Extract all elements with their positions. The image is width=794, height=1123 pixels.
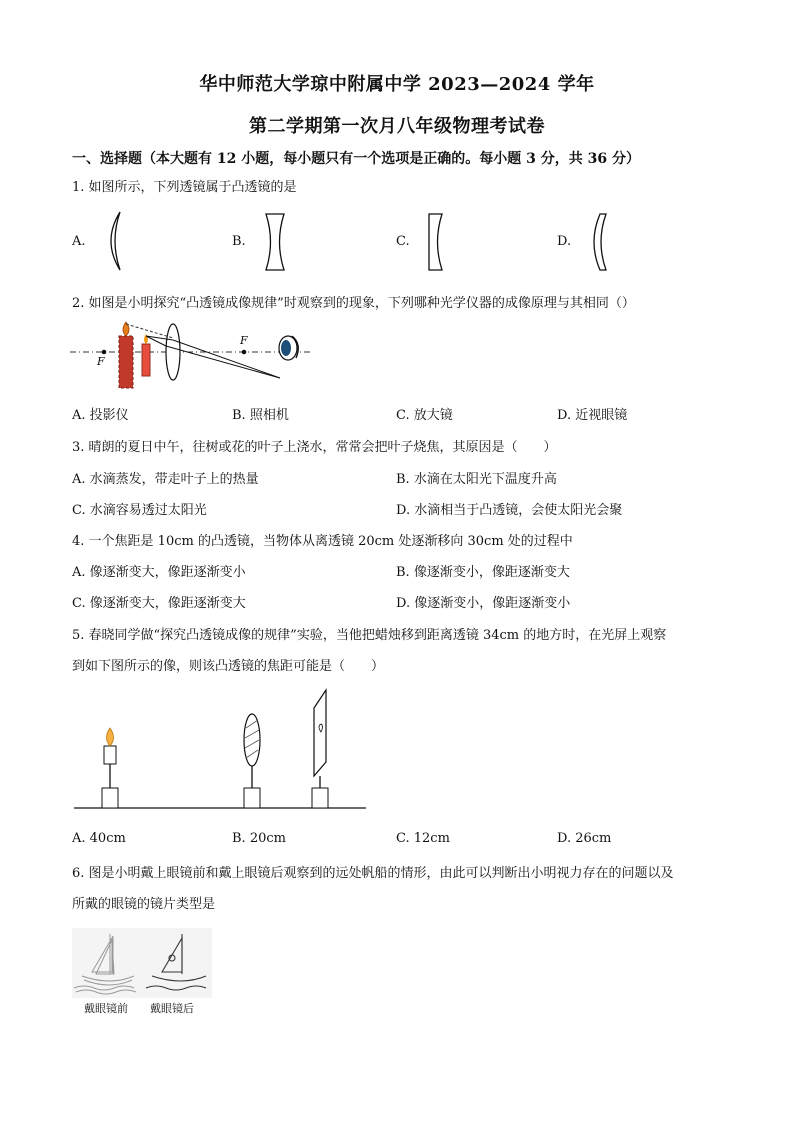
caption-after-glasses: 戴眼镜后 [150,1002,194,1015]
q6-sailboat-figure [72,928,212,998]
q2-option-a: A. 投影仪 [72,408,129,423]
question-5-stem-line1: 5. 春晓同学做“探究凸透镜成像的规律”实验，当他把蜡烛移到距离透镜 34cm 的地方时，在光屏上观察 [72,628,667,643]
q3-option-c: C. 水滴容易透过太阳光 [72,503,207,518]
q1-option-b-label: B. [232,234,246,249]
lens-a-concave-convex [100,208,130,274]
q4-option-b: B. 像逐渐变小，像距逐渐变大 [396,565,570,580]
q1-option-a-label: A. [72,234,86,249]
q5-option-b: B. 20cm [232,831,286,846]
q2-option-c: C. 放大镜 [396,408,453,423]
focal-point-label-left: F [97,355,105,368]
question-5-stem-line2: 到如下图所示的像，则该凸透镜的焦距可能是（ ） [72,659,385,674]
focal-point-label-right: F [240,334,248,347]
q5-option-d: D. 26cm [557,831,612,846]
question-2-stem: 2. 如图是小明探究“凸透镜成像规律”时观察到的现象，下列哪种光学仪器的成像原理与其相同（） [72,296,635,311]
caption-before-glasses: 戴眼镜前 [84,1002,128,1015]
exam-title-line1: 华中师范大学琼中附属中学 2023—2024 学年 [199,74,595,95]
q5-option-c: C. 12cm [396,831,450,846]
lens-d-meniscus [588,212,612,272]
q5-option-a: A. 40cm [72,831,126,846]
q3-option-b: B. 水滴在太阳光下温度升高 [396,472,557,487]
question-3-stem: 3. 晴朗的夏日中午，往树或花的叶子上浇水，常常会把叶子烧焦，其原因是（ ） [72,440,557,455]
question-1-stem: 1. 如图所示，下列透镜属于凸透镜的是 [72,180,297,195]
q2-optics-figure [70,318,310,394]
exam-title-line2: 第二学期第一次月八年级物理考试卷 [249,116,545,137]
lens-b-biconcave [262,212,288,272]
q1-option-d-label: D. [557,234,572,249]
q3-option-a: A. 水滴蒸发，带走叶子上的热量 [72,472,259,487]
question-4-stem: 4. 一个焦距是 10cm 的凸透镜，当物体从离透镜 20cm 处逐渐移向 30cm 处的过程中 [72,534,573,549]
q3-option-d: D. 水滴相当于凸透镜，会使太阳光会聚 [396,503,623,518]
q4-option-c: C. 像逐渐变大，像距逐渐变大 [72,596,246,611]
section-heading: 一、选择题（本大题有 12 小题，每小题只有一个选项是正确的。每小题 3 分，共 36 分） [72,151,640,167]
question-6-stem-line2: 所戴的眼镜的镜片类型是 [72,897,216,912]
q4-option-a: A. 像逐渐变大，像距逐渐变小 [72,565,246,580]
question-6-stem-line1: 6. 图是小明戴上眼镜前和戴上眼镜后观察到的远处帆船的情形，由此可以判断出小明视力存在的问题以及 [72,866,674,881]
lens-c-plano-concave [425,212,447,272]
q1-option-c-label: C. [396,234,410,249]
q4-option-d: D. 像逐渐变小，像距逐渐变小 [396,596,571,611]
q2-option-b: B. 照相机 [232,408,289,423]
q5-optical-bench-figure [72,688,368,814]
q2-option-d: D. 近视眼镜 [557,408,628,423]
